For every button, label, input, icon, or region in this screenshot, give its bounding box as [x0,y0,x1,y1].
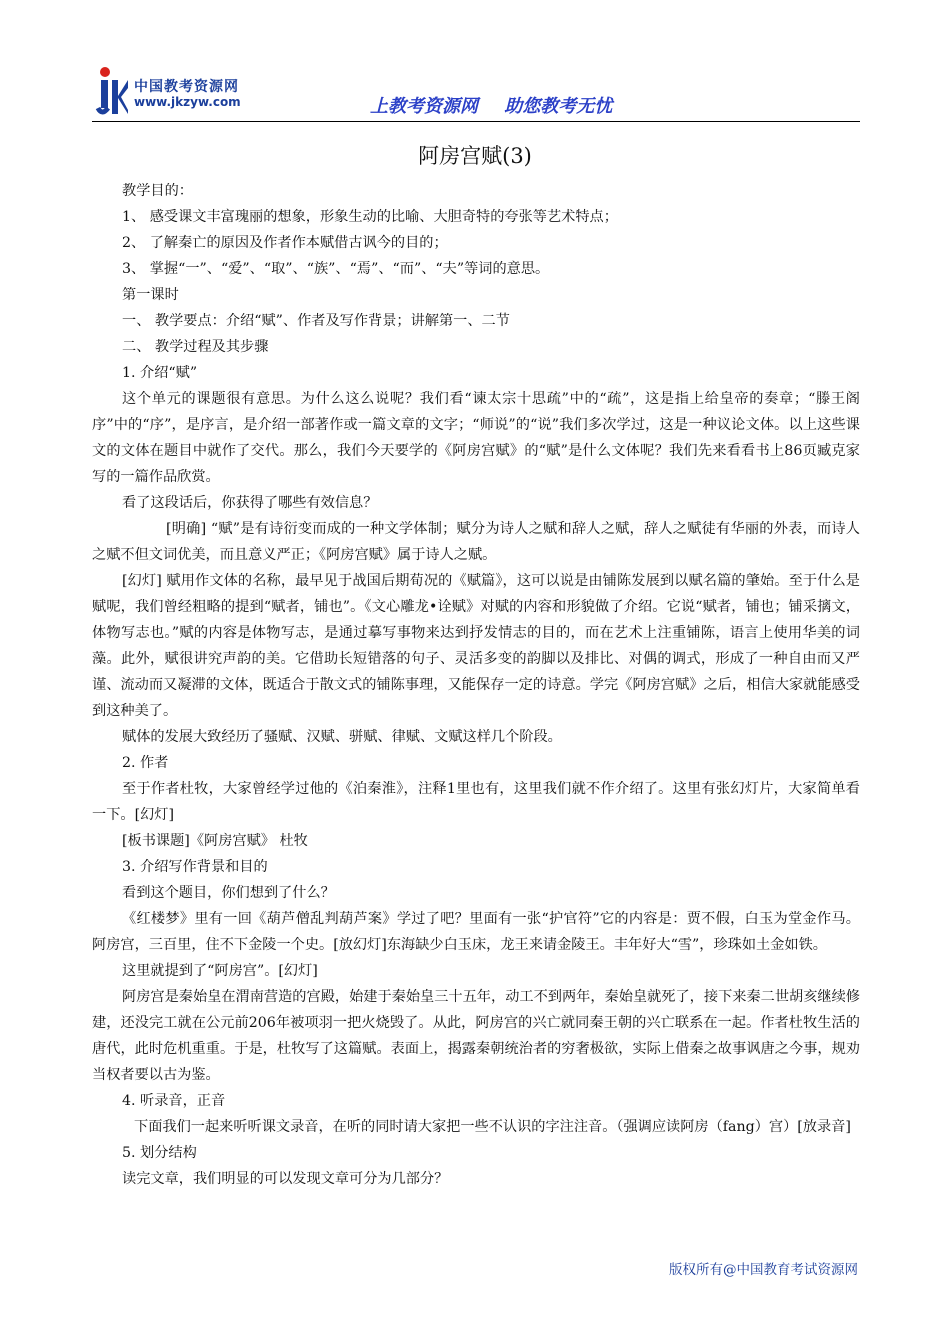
paragraph: 阿房宫是秦始皇在渭南营造的宫殿，始建于秦始皇三十五年，动工不到两年，秦始皇就死了，接下来秦二世胡亥继续修建，还没完工就在公元前206年被项羽一把火烧毁了。从此，阿房宫的兴亡就同秦王朝的兴亡联系在一起。作者杜牧生活的唐代，此时危机重重。于是，杜牧写了这篇赋。表面上，揭露秦朝统治者的穷奢极欲，实际上借秦之故事讽唐之今事，规劝当权者要以古为鉴。 [92,989,860,1083]
document-title: 阿房宫赋(3) [418,144,532,168]
header-slogan: 上教考资源网 助您教考无忧 [370,96,613,117]
paragraph: 1、 感受课文丰富瑰丽的想象，形象生动的比喻、大胆奇特的夸张等艺术特点； [122,209,618,225]
paragraph: 二、 教学过程及其步骤 [122,339,269,355]
paragraph: 赋体的发展大致经历了骚赋、汉赋、骈赋、律赋、文赋这样几个阶段。 [122,729,562,745]
paragraph: 3. 介绍写作背景和目的 [122,859,268,875]
paragraph: 《红楼梦》里有一回《葫芦僧乱判葫芦案》学过了吧？里面有一张“护官符”它的内容是：贾不假，白玉为堂金作马。阿房宫，三百里，住不下金陵一个史。[放幻灯]东海缺少白玉床，龙王来请金陵王。丰年好大“雪”，珍珠如土金如铁。 [92,911,860,953]
paragraph: [幻灯] 赋用作文体的名称，最早见于战国后期荀况的《赋篇》，这可以说是由铺陈发展到以赋名篇的肇始。至于什么是赋呢，我们曾经粗略的提到“赋者，铺也”。《文心雕龙•诠赋》对赋的内容和形貌做了介绍。它说“赋者，铺也；铺采摛文，体物写志也。”赋的内容是体物写志，是通过摹写事物来达到抒发情志的目的，而在艺术上注重铺陈，语言上使用华美的词藻。此外，赋很讲究声韵的美。它借助长短错落的句子、灵活多变的韵脚以及排比、对偶的调式，形成了一种自由而又严谨、流动而又凝滞的文体，既适合于散文式的铺陈事理，又能保存一定的诗意。学完《阿房宫赋》之后，相信大家就能感受到这种美了。 [92,573,860,719]
header-divider [92,121,860,122]
paragraph: 1. 介绍“赋” [122,365,198,381]
page-header [92,62,860,122]
paragraph: 看了这段话后，你获得了哪些有效信息？ [122,495,378,511]
jk-logo-icon [94,66,130,118]
paragraph: 这里就提到了“阿房宫”。[幻灯] [122,963,318,979]
paragraph: 5. 划分结构 [122,1145,197,1161]
paragraph: 这个单元的课题很有意思。为什么这么说呢？我们看“谏太宗十思疏”中的“疏”，这是指上给皇帝的奏章；“滕王阁序”中的“序”，是序言，是介绍一部著作或一篇文章的文字；“师说”的“说”我们多次学过，这是一种议论文体。以上这些课文的文体在题目中就作了交代。那么，我们今天要学的《阿房宫赋》的“赋”是什么文体呢？我们先来看看书上86页臧克家写的一篇作品欣赏。 [92,391,860,485]
paragraph: 下面我们一起来听听课文录音，在听的同时请大家把一些不认识的字注注音。（强调应读阿房（fang）宫）[放录音] [134,1119,851,1135]
paragraph: 一、 教学要点：介绍“赋”、作者及写作背景；讲解第一、二节 [122,313,510,329]
paragraph: 教学目的： [122,183,193,199]
logo-text: 中国教考资源网 [134,79,239,95]
paragraph: [明确] “赋”是有诗衍变而成的一种文学体制；赋分为诗人之赋和辞人之赋，辞人之赋徒有华丽的外表，而诗人之赋不但文词优美，而且意义严正；《阿房宫赋》属于诗人之赋。 [92,521,860,563]
paragraph: [板书课题]《阿房宫赋》 杜牧 [122,833,308,849]
paragraph: 读完文章，我们明显的可以发现文章可分为几部分？ [122,1171,449,1187]
document-body [92,178,860,1192]
paragraph: 2、 了解秦亡的原因及作者作本赋借古讽今的目的； [122,235,448,251]
paragraph: 第一课时 [122,287,179,303]
paragraph: 看到这个题目，你们想到了什么？ [122,885,335,901]
paragraph: 3、 掌握“一”、“爱”、“取”、“族”、“焉”、“而”、“夫”等词的意思。 [122,261,550,277]
logo-url[interactable]: www.jkzyw.com [134,95,241,109]
copyright-footer: 版权所有@中国教育考试资源网 [669,1262,858,1278]
paragraph: 2. 作者 [122,755,169,771]
paragraph: 4. 听录音，正音 [122,1093,226,1109]
paragraph: 至于作者杜牧，大家曾经学过他的《泊秦淮》，注释1里也有，这里我们就不作介绍了。这里有张幻灯片，大家简单看一下。[幻灯] [92,781,860,823]
